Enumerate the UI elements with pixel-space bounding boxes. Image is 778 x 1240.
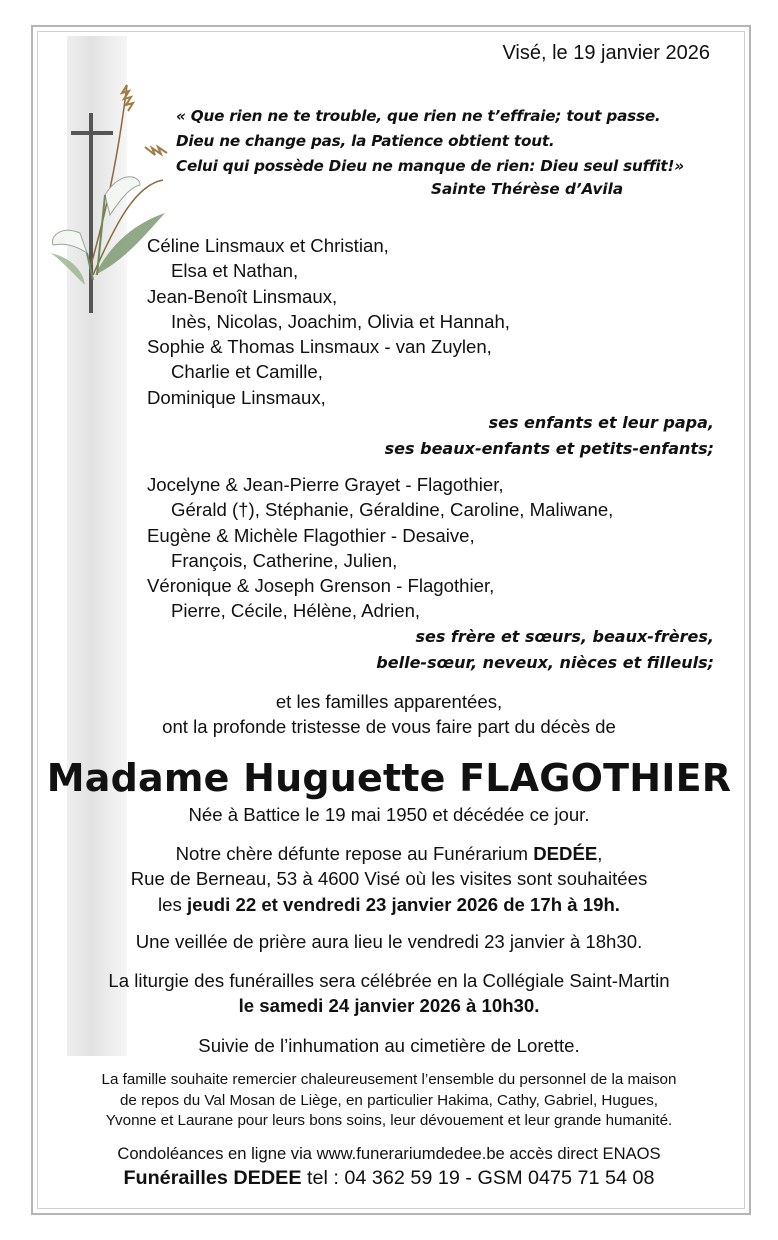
liturgy-date: le samedi 24 janvier 2026 à 10h30. bbox=[238, 995, 540, 1017]
family-line: Eugène & Michèle Flagothier - Desaive, bbox=[147, 524, 475, 546]
family-group-2 bbox=[147, 472, 613, 624]
relation-line: belle-sœur, neveux, nièces et filleuls; bbox=[376, 652, 714, 672]
relation-group-2 bbox=[376, 624, 714, 675]
quote-line: Dieu ne change pas, la Patience obtient tout. bbox=[176, 132, 555, 150]
rest-info bbox=[0, 841, 778, 917]
date-line: Visé, le 19 janvier 2026 bbox=[502, 42, 710, 64]
relation-line: ses beaux-enfants et petits-enfants; bbox=[384, 438, 714, 458]
thanks-line: La famille souhaite remercier chaleureusement l’ensemble du personnel de la maison bbox=[101, 1071, 677, 1088]
rest-text: , bbox=[597, 843, 603, 864]
thanks-line: de repos du Val Mosan de Liège, en particulier Hakima, Cathy, Gabriel, Hugues, bbox=[119, 1091, 659, 1109]
thanks-line: Yvonne et Laurane pour leurs bons soins, leur dévouement et leur grande humanité. bbox=[105, 1112, 673, 1129]
rest-line: Rue de Berneau, 53 à 4600 Visé où les visites sont souhaitées bbox=[130, 868, 648, 890]
family-line: Elsa et Nathan, bbox=[171, 260, 299, 282]
footer-contact bbox=[0, 1167, 778, 1190]
family-line: Jean-Benoît Linsmaux, bbox=[147, 285, 338, 307]
rest-text: Notre chère défunte repose au Funérarium bbox=[175, 843, 534, 864]
funeral-home-name: DEDÉE bbox=[533, 843, 598, 864]
thanks bbox=[0, 1070, 778, 1132]
deceased-name: Madame Huguette FLAGOTHIER bbox=[46, 756, 732, 800]
rest-text: les bbox=[158, 893, 187, 915]
relation-group-1 bbox=[385, 410, 714, 461]
announcement bbox=[0, 689, 778, 740]
burial: Suivie de l’inhumation au cimetière de Lorette. bbox=[198, 1035, 580, 1056]
quote-line: « Que rien ne te trouble, que rien ne t’effraie; tout passe. bbox=[176, 107, 661, 125]
contact-numbers: tel : 04 362 59 19 - GSM 0475 71 54 08 bbox=[301, 1167, 655, 1189]
family-line: Gérald (†), Stéphanie, Géraldine, Caroline, Maliwane, bbox=[171, 499, 614, 521]
quote bbox=[176, 104, 684, 179]
liturgy bbox=[0, 968, 778, 1019]
announce-line: et les familles apparentées, bbox=[275, 691, 503, 712]
quote-line: Celui qui possède Dieu ne manque de rien: Dieu seul suffit!» bbox=[176, 157, 684, 175]
family-line: Dominique Linsmaux, bbox=[147, 386, 326, 408]
family-line: Inès, Nicolas, Joachim, Olivia et Hannah, bbox=[171, 310, 510, 332]
family-line: Pierre, Cécile, Hélène, Adrien, bbox=[171, 600, 421, 622]
family-line: Céline Linsmaux et Christian, bbox=[147, 235, 389, 256]
liturgy-line: La liturgie des funérailles sera célébrée en la Collégiale Saint-Martin bbox=[108, 970, 670, 991]
family-line: Véronique & Joseph Grenson - Flagothier, bbox=[147, 575, 495, 597]
vigil: Une veillée de prière aura lieu le vendredi 23 janvier à 18h30. bbox=[135, 931, 643, 952]
rest-line bbox=[0, 892, 778, 917]
condolences: Condoléances en ligne via www.funerariumdedee.be accès direct ENAOS bbox=[117, 1144, 661, 1163]
visit-times: jeudi 22 et vendredi 23 janvier 2026 de 17h à 19h. bbox=[186, 893, 620, 915]
birth-death: Née à Battice le 19 mai 1950 et décédée ce jour. bbox=[188, 804, 590, 825]
company-name: Funérailles DEDEE bbox=[123, 1167, 302, 1189]
family-line: François, Catherine, Julien, bbox=[171, 549, 398, 571]
quote-author: Sainte Thérèse d’Avila bbox=[431, 180, 624, 198]
announce-line: ont la profonde tristesse de vous faire part du décès de bbox=[162, 716, 616, 738]
relation-line: ses enfants et leur papa, bbox=[488, 413, 714, 432]
family-line: Jocelyne & Jean-Pierre Grayet - Flagothier, bbox=[147, 474, 504, 495]
family-group-1 bbox=[147, 233, 510, 410]
relation-line: ses frère et sœurs, beaux-frères, bbox=[415, 627, 714, 646]
family-line: Sophie & Thomas Linsmaux - van Zuylen, bbox=[147, 336, 492, 358]
rest-line bbox=[0, 841, 778, 866]
family-line: Charlie et Camille, bbox=[171, 361, 323, 383]
